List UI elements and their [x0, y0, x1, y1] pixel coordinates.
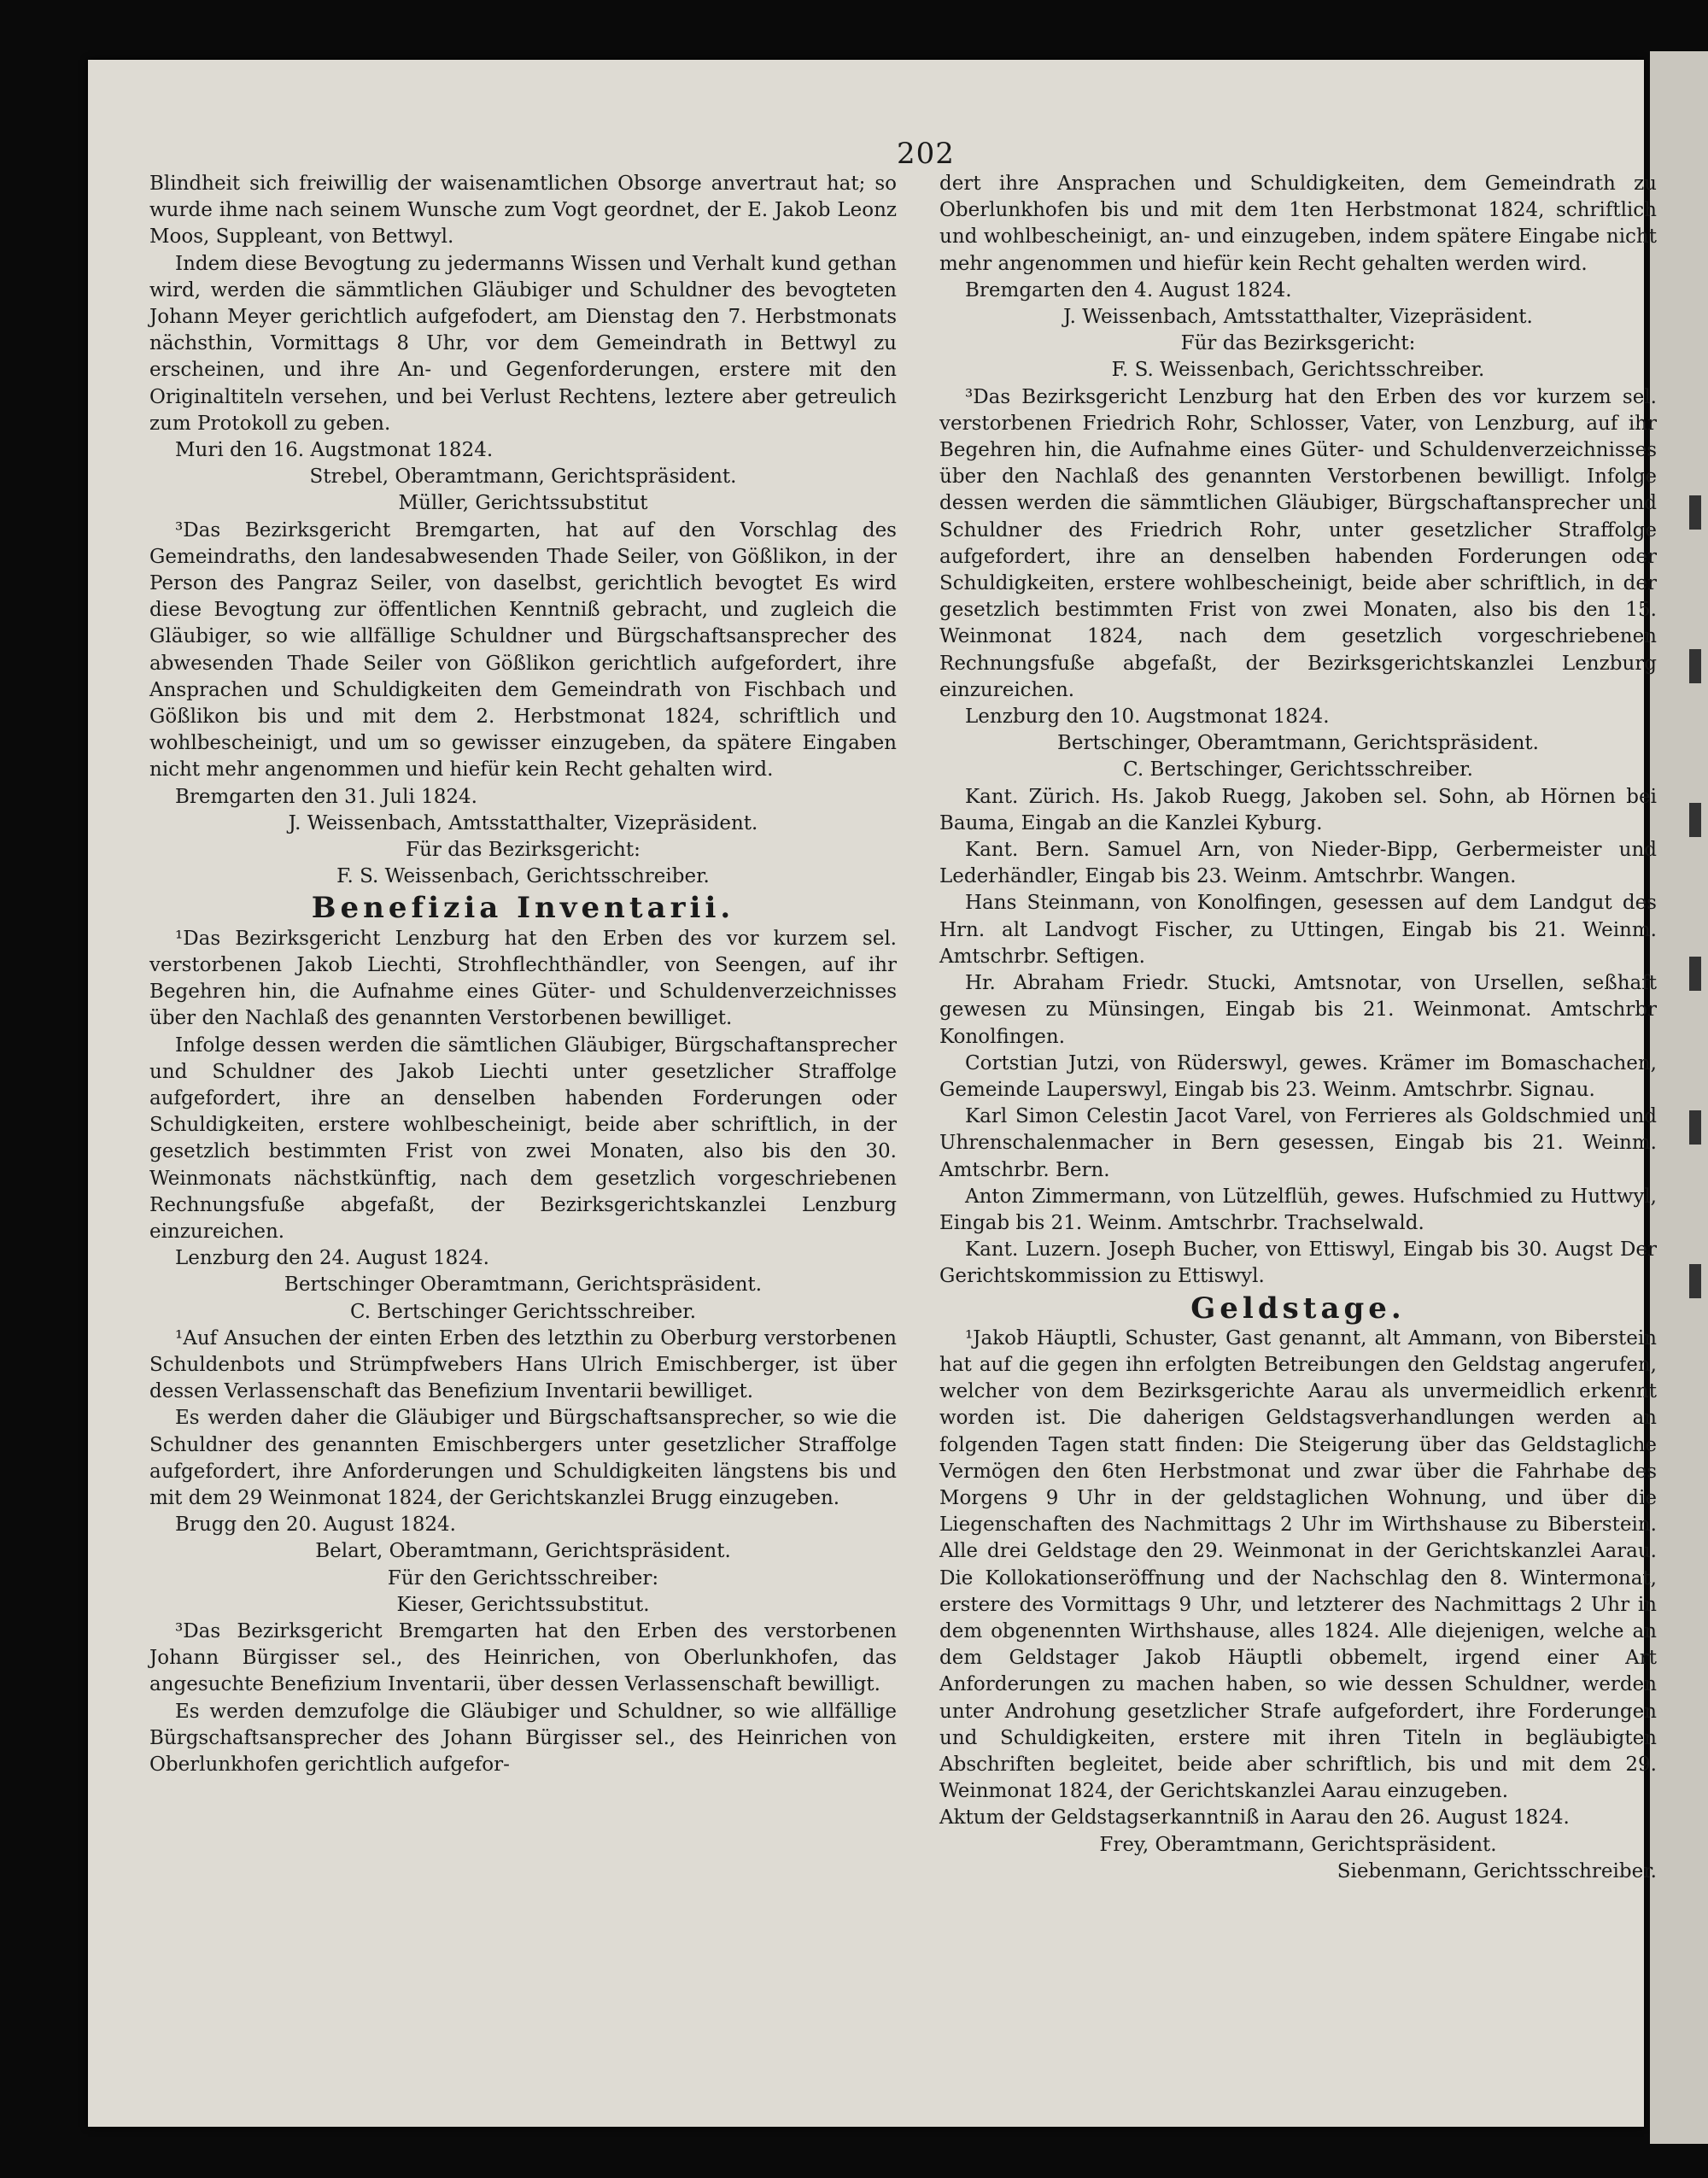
signature-line: Strebel, Oberamtmann, Gerichtspräsident. [309, 465, 737, 489]
notice-paragraph: Es werden daher die Gläubiger und Bürgschaftsansprecher, so wie die Schuldner des genannten Emischbergers unter gesetzlicher Straffolge aufgefordert, ihre Anforderungen und Schuldigkeiten längstens bis und mit dem 29 Weinmonat 1824, der Gerichtskanzlei Brugg einzugeben. [149, 1407, 897, 1509]
notice-paragraph: ³Das Bezirksgericht Bremgarten, hat auf den Vorschlag des Gemeindraths, den landesabwesenden Thade Seiler, von Gößlikon, in der Person des Pangraz Seiler, von daselbst, gerichtlich bevogtet Es wird diese Bevogtung zur öffentlichen Kenntniß gebracht, und zugleich die Gläubiger, so wie allfällige Schuldner und Bürgschaftsansprecher des abwesenden Thade Seiler von Gößlikon gerichtlich aufgefordert, ihre Ansprachen und Schuldigkeiten dem Gemeindrath von Fischbach und Gößlikon bis und mit dem 2. Herbstmonat 1824, schriftlich und wohlbescheinigt, und um so gewisser einzugeben, da spätere Eingaben nicht mehr angenommen und hiefür kein Recht gehalten wird. [149, 518, 897, 782]
notice-paragraph: Indem diese Bevogtung zu jedermanns Wissen und Verhalt kund gethan wird, werden die sämmtlichen Gläubiger und Schuldner des bevogteten Johann Meyer gerichtlich aufgefodert, am Dienstag den 7. Herbstmonats nächsthin, Vormittags 8 Uhr, vor dem Gemeindrath in Bettwyl zu erscheinen, und ihre An- und Gegenforderungen, erstere mit den Originaltiteln versehen, und bei Verlust Rechtens, leztere aber getreulich zum Protokoll zu geben. [149, 252, 897, 435]
signature-line: Kieser, Gerichtssubstitut. [396, 1593, 650, 1616]
notice-paragraph: Infolge dessen werden die sämtlichen Gläubiger, Bürgschaftansprecher und Schuldner des Jakob Liechti unter gesetzlicher Straffolge aufgefordert, ihre an denselben habenden Forderungen oder Schuldigkeiten, erstere wohlbescheinigt, beide aber schriftlich, in der gesetzlich bestimmten Frist von zwei Monaten, also bis den 30. Weinmonats nächstkünftig, nach dem gesetzlich vorgeschriebenen Rechnungsfuße abgefaßt, der Bezirksgerichtskanzlei Lenzburg einzureichen. [149, 1033, 897, 1243]
signature-line: Für das Bezirksgericht: [406, 839, 640, 862]
notice-paragraph: Anton Zimmermann, von Lützelflüh, gewes. Hufschmied zu Huttwyl, Eingab bis 21. Weinm. Amtschrbr. Trachselwald. [939, 1185, 1657, 1234]
notice-paragraph: Cortstian Jutzi, von Rüderswyl, gewes. Krämer im Bomaschachen, Gemeinde Lauperswyl, Eingab bis 23. Weinm. Amtschrbr. Signau. [939, 1051, 1657, 1101]
notice-paragraph: Brugg den 20. August 1824. [175, 1513, 456, 1537]
notice-paragraph: dert ihre Ansprachen und Schuldigkeiten, dem Gemeindrath zu Oberlunkhofen bis und mit dem 1ten Herbstmonat 1824, schriftlich und wohlbescheinigt, an- und einzugeben, indem spätere Eingabe nicht mehr angenommen und hiefür kein Recht gehalten werden wird. [939, 173, 1657, 275]
notice-paragraph: ¹Das Bezirksgericht Lenzburg hat den Erben des vor kurzem sel. verstorbenen Jakob Liechti, Strohflechthändler, von Seengen, auf ihr Begehren hin, die Aufnahme eines Güter- und Schuldenverzeichnisses über den Nachlaß des genannten Verstorbenen bewilliget. [149, 927, 897, 1030]
page-number: 202 [897, 137, 955, 171]
notice-paragraph: ¹Auf Ansuchen der einten Erben des letzthin zu Oberburg verstorbenen Schuldenbots und Strümpfwebers Hans Ulrich Emischberger, ist über dessen Verlassenschaft das Benefizium Inventarii bewilliget. [149, 1326, 897, 1403]
section-heading: Geldstage. [1190, 1291, 1406, 1326]
section-heading: Benefizia Inventarii. [311, 891, 735, 926]
right-column [939, 171, 1657, 1885]
notice-paragraph: Blindheit sich freiwillig der waisenamtlichen Obsorge anvertraut hat; so wurde ihme nach seinem Wunsche zum Vogt geordnet, der E. Jakob Leonz Moos, Suppleant, von Bettwyl. [149, 173, 897, 249]
notice-paragraph: Hr. Abraham Friedr. Stucki, Amtsnotar, von Ursellen, seßhaft gewesen zu Münsingen, Eingab bis 21. Weinmonat. Amtschrbr Konolfingen. [939, 972, 1657, 1048]
notice-paragraph: Kant. Zürich. Hs. Jakob Ruegg, Jakoben sel. Sohn, ab Hörnen bei Bauma, Eingab an die Kanzlei Kyburg. [939, 785, 1657, 834]
notice-paragraph: Hans Steinmann, von Konolfingen, gesessen auf dem Landgut des Hrn. alt Landvogt Fischer, zu Uttingen, Eingab bis 21. Weinm. Amtschrbr. Seftigen. [939, 892, 1657, 968]
signature-line: F. S. Weissenbach, Gerichtsschreiber. [336, 865, 710, 888]
signature-line: Für das Bezirksgericht: [1180, 332, 1416, 355]
left-column [149, 171, 897, 1778]
signature-line: F. S. Weissenbach, Gerichtsschreiber. [1111, 359, 1485, 382]
notice-paragraph: ³Das Bezirksgericht Lenzburg hat den Erben des vor kurzem sel. verstorbenen Friedrich Rohr, Schlosser, Vater, von Lenzburg, auf ihr Begehren hin, die Aufnahme eines Güter- und Schuldenverzeichnisses über den Nachlaß des genannten Verstorbenen bewilligt. Infolge dessen werden die sämmtlichen Gläubiger, Bürgschaftansprecher und Schuldner des Friedrich Rohr, unter gesetzlicher Straffolge aufgefordert, ihre an denselben habenden Forderungen oder Schuldigkeiten, erstere wohlbescheinigt, beide aber schriftlich, in der gesetzlich bestimmten Frist von zwei Monaten, also bis den 15. Weinmonat 1824, nach dem gesetzlich vorgeschriebenen Rechnungsfuße abgefaßt, der Bezirksgerichtskanzlei Lenzburg einzureichen. [939, 385, 1657, 701]
signature-line: Frey, Oberamtmann, Gerichtspräsident. [1099, 1833, 1497, 1856]
notice-paragraph: Kant. Luzern. Joseph Bucher, von Ettiswyl, Eingab bis 30. Augst Der Gerichtskommission zu Ettiswyl. [939, 1238, 1657, 1288]
notice-paragraph: Bremgarten den 31. Juli 1824. [175, 785, 477, 808]
notice-paragraph: Muri den 16. Augstmonat 1824. [175, 439, 494, 462]
signature-line: Bertschinger Oberamtmann, Gerichtspräsident. [284, 1273, 763, 1297]
signature-line: Bertschinger, Oberamtmann, Gerichtspräsident. [1057, 732, 1539, 755]
signature-line: J. Weissenbach, Amtsstatthalter, Vizepräsident. [288, 811, 758, 834]
notice-paragraph: Bremgarten den 4. August 1824. [965, 278, 1292, 302]
notice-paragraph: Karl Simon Celestin Jacot Varel, von Ferrieres als Goldschmied und Uhrenschalenmacher in Bern gesessen, Eingab bis 21. Weinm. Amtschrbr. Bern. [939, 1105, 1657, 1181]
signature-line: C. Bertschinger, Gerichtsschreiber. [1123, 758, 1473, 782]
signature-line: Siebenmann, Gerichtsschreiber. [1337, 1859, 1657, 1882]
adjacent-page-edge [1650, 51, 1708, 2144]
signature-line: C. Bertschinger Gerichtsschreiber. [349, 1300, 697, 1323]
notice-paragraph: Es werden demzufolge die Gläubiger und Schuldner, so wie allfällige Bürgschaftsansprecher des Johann Bürgisser sel., des Heinrichen von Oberlunkhofen gerichtlich aufgefor- [149, 1700, 897, 1776]
signature-line: Für den Gerichtsschreiber: [387, 1566, 659, 1590]
notice-paragraph: Lenzburg den 24. August 1824. [175, 1247, 489, 1270]
notice-paragraph: Lenzburg den 10. Augstmonat 1824. [965, 706, 1330, 729]
notice-paragraph: Kant. Bern. Samuel Arn, von Nieder-Bipp, Gerbermeister und Lederhändler, Eingab bis 23. Weinm. Amtschrbr. Wangen. [939, 839, 1657, 888]
notice-paragraph: ³Das Bezirksgericht Bremgarten hat den Erben des verstorbenen Johann Bürgisser sel., des Heinrichen, von Oberlunkhofen, das angesuchte Benefizium Inventarii, über dessen Verlassenschaft bewilligt. [149, 1619, 897, 1696]
notice-paragraph: Aktum der Geldstagserkanntniß in Aarau den 26. August 1824. [939, 1806, 1570, 1830]
notice-paragraph: ¹Jakob Häuptli, Schuster, Gast genannt, alt Ammann, von Biberstein hat auf die gegen ihn erfolgten Betreibungen den Geldstag angerufen, welcher von dem Bezirksgerichte Aarau als unvermeidlich erkennt worden ist. Die daherigen Geldstagsverhandlungen werden an folgenden Tagen statt finden: Die Steigerung über das Geldstagliche Vermögen den 6ten Herbstmonat und zwar über die Fahrhabe des Morgens 9 Uhr in der geldstaglichen Wohnung, und über die Liegenschaften des Nachmittags 2 Uhr im Wirthshause zu Biberstein. Alle drei Geldstage den 29. Weinmonat in der Gerichtskanzlei Aarau. Die Kollokationseröffnung und der Nachschlag den 8. Wintermonat, erstere des Vormittags 9 Uhr, und letzterer des Nachmittags 2 Uhr in dem obgenennten Wirthshause, alles 1824. Alle diejenigen, welche an dem Geldstager Jakob Häuptli obbemelt, irgend einer Art Anforderungen zu machen haben, so wie dessen Schuldner, werden unter Androhung gesetzlicher Strafe aufgefordert, ihre Forderungen und Schuldigkeiten, erstere mit ihren Titeln in begläubigten Abschriften begleitet, beide aber schriftlich, bis und mit dem 29. Weinmonat 1824, der Gerichtskanzlei Aarau einzugeben. [939, 1326, 1657, 1803]
signature-line: Müller, Gerichtssubstitut [398, 492, 648, 515]
signature-line: Belart, Oberamtmann, Gerichtspräsident. [315, 1540, 731, 1563]
signature-line: J. Weissenbach, Amtsstatthalter, Vizepräsident. [1063, 306, 1533, 329]
